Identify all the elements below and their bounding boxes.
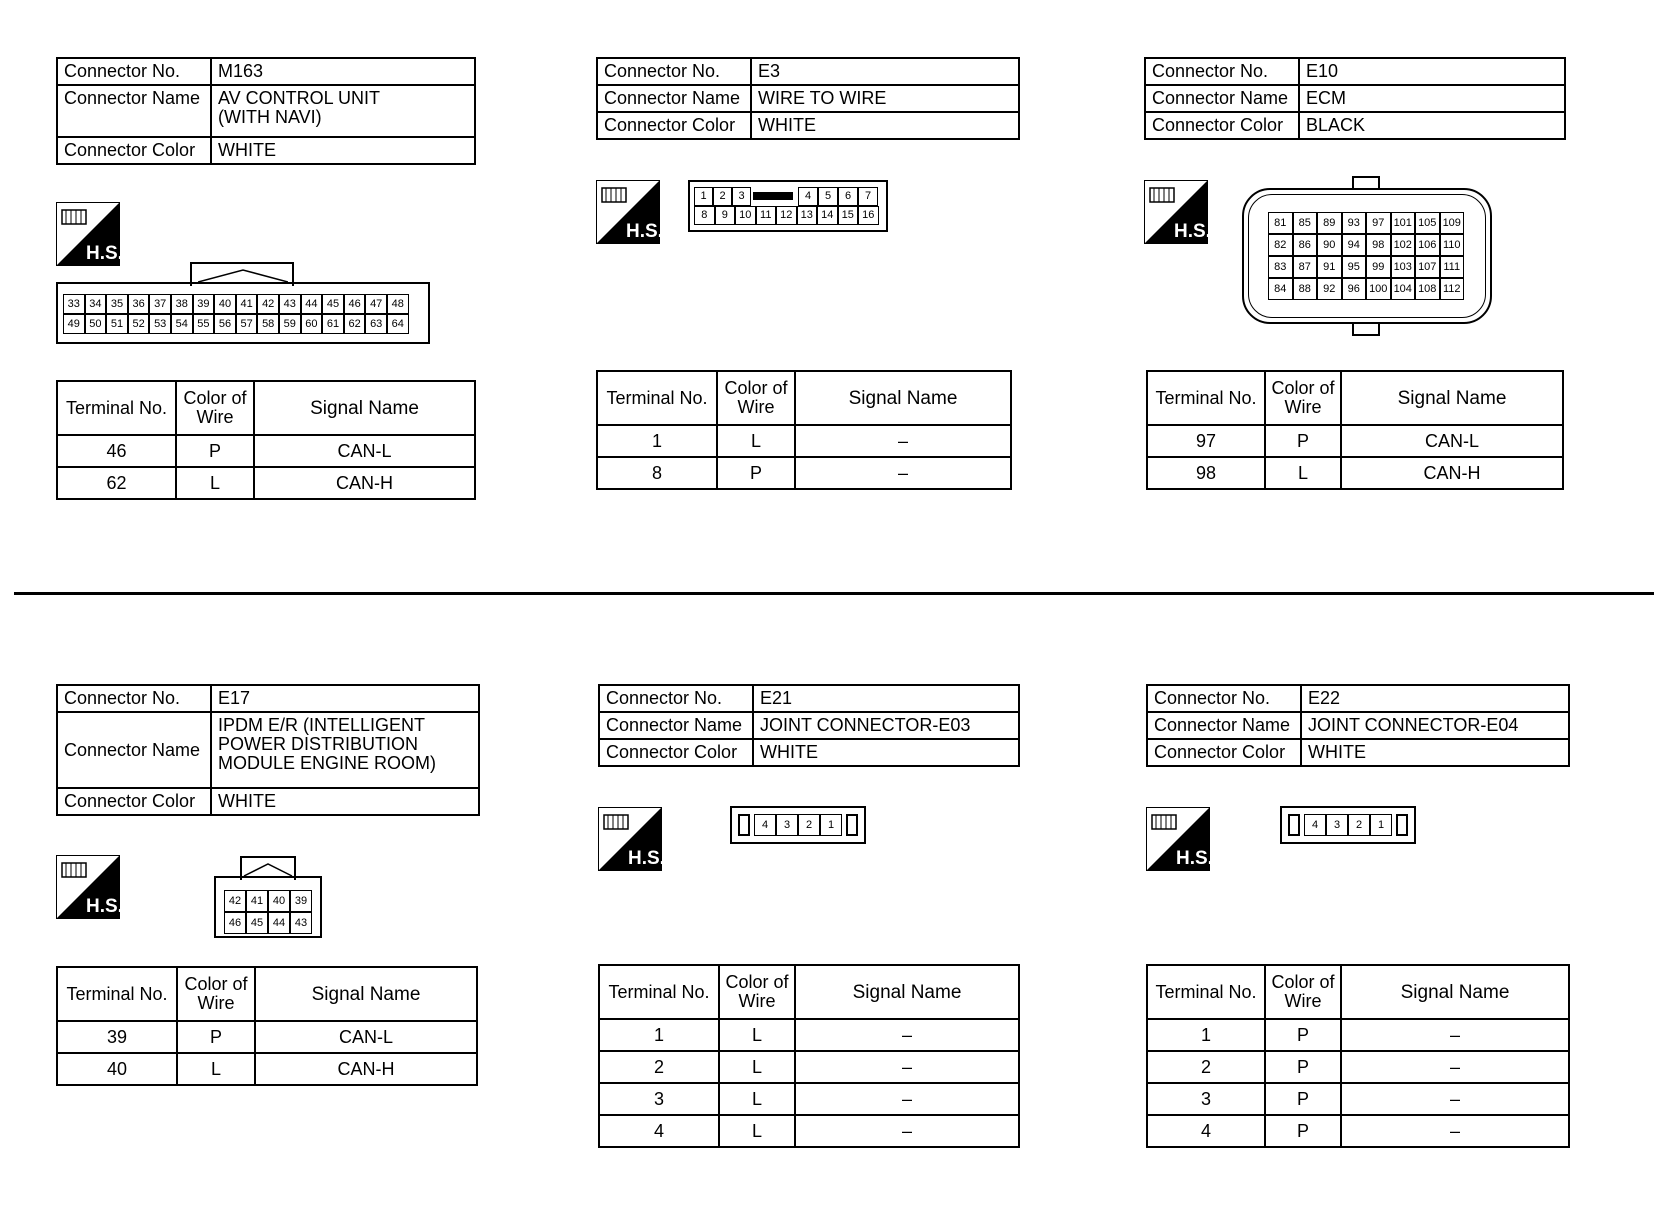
pin-label: 16 xyxy=(858,206,879,225)
terminal-no-cell: 1 xyxy=(597,425,717,457)
signal-name-cell: CAN-L xyxy=(254,435,475,467)
connector-name-label: Connector Name xyxy=(597,85,751,112)
wire-color-cell: P xyxy=(1265,1083,1341,1115)
signal-name-cell: – xyxy=(795,1083,1019,1115)
pin-label: 100 xyxy=(1366,278,1391,300)
pin-label: 63 xyxy=(365,314,387,334)
hs-icon xyxy=(596,180,660,244)
pin-label: 15 xyxy=(838,206,859,225)
wire-color-cell: P xyxy=(176,435,254,467)
pin-label: 4 xyxy=(798,187,818,206)
pin-label: 102 xyxy=(1391,234,1416,256)
signal-name-cell: CAN-L xyxy=(1341,425,1563,457)
hs-icon xyxy=(56,202,120,266)
pin-label: 97 xyxy=(1366,212,1391,234)
connector-panel-e17 xyxy=(56,684,480,816)
wire-color-header: Color of Wire xyxy=(176,381,254,435)
connector-no-label: Connector No. xyxy=(599,685,753,712)
pin-label: 49 xyxy=(63,314,85,334)
terminal-no-header: Terminal No. xyxy=(1147,371,1265,425)
connector-panel-m163 xyxy=(56,57,476,165)
connector-no-value: E17 xyxy=(211,685,479,712)
signal-name-cell: – xyxy=(1341,1051,1569,1083)
pin-label: 3 xyxy=(732,187,751,206)
pin-label: 3 xyxy=(776,814,798,836)
terminal-no-cell: 1 xyxy=(1147,1019,1265,1051)
terminal-no-header: Terminal No. xyxy=(57,381,176,435)
connector-name-value: IPDM E/R (INTELLIGENT POWER DISTRIBUTION MODULE ENGINE ROOM) xyxy=(211,712,479,788)
terminal-row xyxy=(57,1053,477,1085)
pin-label: 45 xyxy=(322,294,344,314)
terminal-row xyxy=(599,1115,1019,1147)
terminal-no-cell: 97 xyxy=(1147,425,1265,457)
pin-label: 46 xyxy=(224,912,246,934)
connector-header-table xyxy=(596,57,1020,140)
wire-color-cell: P xyxy=(177,1021,255,1053)
connector-panel-e22 xyxy=(1146,684,1570,767)
pin-label: 34 xyxy=(85,294,107,314)
connector-color-value: WHITE xyxy=(1301,739,1569,766)
wire-color-cell: P xyxy=(1265,1019,1341,1051)
wire-color-cell: L xyxy=(719,1115,795,1147)
terminal-no-cell: 98 xyxy=(1147,457,1265,489)
terminal-no-cell: 2 xyxy=(1147,1051,1265,1083)
pin-label: 37 xyxy=(149,294,171,314)
connector-color-label: Connector Color xyxy=(57,137,211,164)
pin-label: 4 xyxy=(754,814,776,836)
hs-icon xyxy=(1146,807,1210,871)
pin-label: 60 xyxy=(301,314,323,334)
connector-name-value: JOINT CONNECTOR-E04 xyxy=(1301,712,1569,739)
terminal-row xyxy=(1147,1019,1569,1051)
signal-name-header: Signal Name xyxy=(1341,371,1563,425)
pin-label: 56 xyxy=(214,314,236,334)
wire-color-cell: L xyxy=(719,1019,795,1051)
terminal-no-cell: 3 xyxy=(1147,1083,1265,1115)
terminal-no-cell: 4 xyxy=(599,1115,719,1147)
terminal-table-e10 xyxy=(1146,370,1564,490)
connector-face-e22 xyxy=(1280,806,1416,844)
connector-no-label: Connector No. xyxy=(1145,58,1299,85)
connector-face-e21 xyxy=(730,806,866,844)
pin-label: 36 xyxy=(128,294,150,314)
hs-label: H.S. xyxy=(86,896,120,917)
pin-label: 14 xyxy=(817,206,838,225)
connector-outline xyxy=(846,814,858,836)
pin-label: 54 xyxy=(171,314,193,334)
terminal-no-cell: 40 xyxy=(57,1053,177,1085)
wire-color-header: Color of Wire xyxy=(717,371,795,425)
pin-label: 39 xyxy=(290,890,312,912)
signal-name-cell: – xyxy=(795,425,1011,457)
connector-face-m163 xyxy=(56,262,430,344)
pin-label: 105 xyxy=(1415,212,1440,234)
connector-color-label: Connector Color xyxy=(57,788,211,815)
terminal-table-e3 xyxy=(596,370,1012,490)
signal-name-cell: – xyxy=(1341,1083,1569,1115)
hs-icon xyxy=(56,855,120,919)
pin-label: 111 xyxy=(1440,256,1465,278)
connector-color-value: BLACK xyxy=(1299,112,1565,139)
connector-panel-e10 xyxy=(1144,57,1566,140)
connector-name-value: JOINT CONNECTOR-E03 xyxy=(753,712,1019,739)
pin-label: 87 xyxy=(1293,256,1318,278)
pin-label: 96 xyxy=(1342,278,1367,300)
hs-label: H.S. xyxy=(1176,848,1210,869)
terminal-table-e17 xyxy=(56,966,478,1086)
terminal-no-cell: 8 xyxy=(597,457,717,489)
signal-name-cell: – xyxy=(795,1115,1019,1147)
terminal-row xyxy=(599,1019,1019,1051)
pin-label: 2 xyxy=(713,187,732,206)
terminal-no-header: Terminal No. xyxy=(57,967,177,1021)
connector-outline xyxy=(1396,814,1408,836)
wire-color-header: Color of Wire xyxy=(177,967,255,1021)
pin-label: 41 xyxy=(236,294,258,314)
wire-color-cell: L xyxy=(177,1053,255,1085)
pin-label: 44 xyxy=(301,294,323,314)
connector-header-table xyxy=(56,57,476,165)
terminal-row xyxy=(597,425,1011,457)
signal-name-header: Signal Name xyxy=(795,371,1011,425)
terminal-row xyxy=(1147,1115,1569,1147)
connector-header-table xyxy=(1146,684,1570,767)
connector-name-label: Connector Name xyxy=(1147,712,1301,739)
hs-label: H.S. xyxy=(628,848,662,869)
terminal-row xyxy=(57,1021,477,1053)
pin-label: 83 xyxy=(1268,256,1293,278)
pin-label: 99 xyxy=(1366,256,1391,278)
terminal-row xyxy=(1147,425,1563,457)
hs-icon xyxy=(598,807,662,871)
pin-label: 90 xyxy=(1317,234,1342,256)
keyway-slot xyxy=(753,192,793,200)
pin-label: 13 xyxy=(797,206,818,225)
connector-color-label: Connector Color xyxy=(1147,739,1301,766)
terminal-row xyxy=(599,1083,1019,1115)
pin-label: 6 xyxy=(838,187,858,206)
latch-mark xyxy=(198,266,288,286)
pin-label: 47 xyxy=(365,294,387,314)
wire-color-cell: L xyxy=(719,1083,795,1115)
connector-color-label: Connector Color xyxy=(597,112,751,139)
terminal-no-cell: 3 xyxy=(599,1083,719,1115)
pin-label: 46 xyxy=(344,294,366,314)
hs-label: H.S. xyxy=(1174,221,1208,242)
terminal-no-cell: 2 xyxy=(599,1051,719,1083)
connector-panel-e21 xyxy=(598,684,1020,767)
terminal-row xyxy=(1147,1051,1569,1083)
pin-label: 84 xyxy=(1268,278,1293,300)
signal-name-cell: – xyxy=(795,1051,1019,1083)
pin-label: 53 xyxy=(149,314,171,334)
pin-label: 2 xyxy=(1348,814,1370,836)
terminal-row xyxy=(57,435,475,467)
pin-label: 107 xyxy=(1415,256,1440,278)
pin-label: 92 xyxy=(1317,278,1342,300)
pin-label: 112 xyxy=(1440,278,1465,300)
hs-label: H.S. xyxy=(626,221,660,242)
pin-label: 52 xyxy=(128,314,150,334)
connector-no-value: E22 xyxy=(1301,685,1569,712)
pin-label: 1 xyxy=(1370,814,1392,836)
pin-label: 1 xyxy=(820,814,842,836)
signal-name-header: Signal Name xyxy=(254,381,475,435)
pin-label: 42 xyxy=(224,890,246,912)
pin-label: 81 xyxy=(1268,212,1293,234)
wire-color-cell: L xyxy=(1265,457,1341,489)
connector-no-label: Connector No. xyxy=(57,685,211,712)
wire-color-cell: P xyxy=(1265,1051,1341,1083)
pin-label: 40 xyxy=(268,890,290,912)
pin-label: 109 xyxy=(1440,212,1465,234)
signal-name-header: Signal Name xyxy=(795,965,1019,1019)
pin-label: 48 xyxy=(387,294,409,314)
pin-label: 64 xyxy=(387,314,409,334)
connector-name-value: ECM xyxy=(1299,85,1565,112)
terminal-row xyxy=(1147,1083,1569,1115)
connector-outline xyxy=(738,814,750,836)
pin-label: 12 xyxy=(776,206,797,225)
pin-label: 55 xyxy=(193,314,215,334)
pin-label: 59 xyxy=(279,314,301,334)
wire-color-cell: P xyxy=(717,457,795,489)
pin-label: 33 xyxy=(63,294,85,314)
pin-label: 62 xyxy=(344,314,366,334)
wire-color-cell: L xyxy=(176,467,254,499)
pin-label: 38 xyxy=(171,294,193,314)
connector-name-label: Connector Name xyxy=(57,712,211,788)
pin-label: 91 xyxy=(1317,256,1342,278)
connector-face-e17 xyxy=(214,856,322,938)
terminal-table-e22 xyxy=(1146,964,1570,1148)
terminal-no-header: Terminal No. xyxy=(597,371,717,425)
pin-label: 82 xyxy=(1268,234,1293,256)
connector-outline xyxy=(1352,322,1380,336)
pin-label: 11 xyxy=(756,206,777,225)
wire-color-cell: L xyxy=(717,425,795,457)
connector-name-value: AV CONTROL UNIT (WITH NAVI) xyxy=(211,85,475,137)
connector-name-label: Connector Name xyxy=(599,712,753,739)
pin-label: 110 xyxy=(1440,234,1465,256)
signal-name-header: Signal Name xyxy=(255,967,477,1021)
terminal-table-m163 xyxy=(56,380,476,500)
hs-label: H.S. xyxy=(86,243,120,264)
signal-name-cell: CAN-H xyxy=(254,467,475,499)
signal-name-header: Signal Name xyxy=(1341,965,1569,1019)
pin-label: 7 xyxy=(858,187,878,206)
signal-name-cell: – xyxy=(1341,1115,1569,1147)
pin-label: 43 xyxy=(290,912,312,934)
pin-label: 50 xyxy=(85,314,107,334)
connector-face-e10 xyxy=(1242,176,1492,336)
terminal-no-cell: 1 xyxy=(599,1019,719,1051)
terminal-row xyxy=(597,457,1011,489)
pin-label: 4 xyxy=(1304,814,1326,836)
terminal-no-cell: 4 xyxy=(1147,1115,1265,1147)
pin-label: 85 xyxy=(1293,212,1318,234)
section-divider xyxy=(14,592,1654,595)
pin-label: 42 xyxy=(257,294,279,314)
connector-color-label: Connector Color xyxy=(1145,112,1299,139)
connector-no-value: M163 xyxy=(211,58,475,85)
connector-color-value: WHITE xyxy=(211,788,479,815)
pin-label: 88 xyxy=(1293,278,1318,300)
connector-no-label: Connector No. xyxy=(57,58,211,85)
wire-color-header: Color of Wire xyxy=(719,965,795,1019)
pin-label: 5 xyxy=(818,187,838,206)
connector-color-value: WHITE xyxy=(751,112,1019,139)
signal-name-cell: – xyxy=(795,457,1011,489)
wire-color-header: Color of Wire xyxy=(1265,965,1341,1019)
pin-label: 39 xyxy=(193,294,215,314)
connector-no-value: E3 xyxy=(751,58,1019,85)
connector-panel-e3 xyxy=(596,57,1020,140)
latch-mark xyxy=(240,858,296,878)
connector-no-label: Connector No. xyxy=(1147,685,1301,712)
pin-label: 10 xyxy=(735,206,756,225)
terminal-no-cell: 39 xyxy=(57,1021,177,1053)
pin-label: 86 xyxy=(1293,234,1318,256)
pin-label: 1 xyxy=(694,187,713,206)
pin-label: 101 xyxy=(1391,212,1416,234)
pin-label: 35 xyxy=(106,294,128,314)
connector-color-value: WHITE xyxy=(211,137,475,164)
terminal-no-cell: 62 xyxy=(57,467,176,499)
pin-label: 58 xyxy=(257,314,279,334)
pin-label: 2 xyxy=(798,814,820,836)
pin-label: 93 xyxy=(1342,212,1367,234)
connector-no-value: E21 xyxy=(753,685,1019,712)
signal-name-cell: – xyxy=(1341,1019,1569,1051)
connector-name-value: WIRE TO WIRE xyxy=(751,85,1019,112)
pin-label: 43 xyxy=(279,294,301,314)
terminal-row xyxy=(57,467,475,499)
pin-label: 94 xyxy=(1342,234,1367,256)
pin-label: 57 xyxy=(236,314,258,334)
terminal-no-header: Terminal No. xyxy=(599,965,719,1019)
pin-label: 108 xyxy=(1415,278,1440,300)
pin-label: 8 xyxy=(694,206,715,225)
pin-label: 103 xyxy=(1391,256,1416,278)
wire-color-cell: P xyxy=(1265,425,1341,457)
terminal-table-e21 xyxy=(598,964,1020,1148)
terminal-row xyxy=(1147,457,1563,489)
pin-label: 106 xyxy=(1415,234,1440,256)
connector-no-label: Connector No. xyxy=(597,58,751,85)
signal-name-cell: CAN-H xyxy=(1341,457,1563,489)
connector-name-label: Connector Name xyxy=(57,85,211,137)
signal-name-cell: CAN-H xyxy=(255,1053,477,1085)
pin-label: 45 xyxy=(246,912,268,934)
connector-color-value: WHITE xyxy=(753,739,1019,766)
signal-name-cell: CAN-L xyxy=(255,1021,477,1053)
connector-header-table xyxy=(598,684,1020,767)
connector-header-table xyxy=(56,684,480,816)
terminal-no-cell: 46 xyxy=(57,435,176,467)
pin-label: 9 xyxy=(715,206,736,225)
pin-label: 40 xyxy=(214,294,236,314)
pin-label: 3 xyxy=(1326,814,1348,836)
connector-color-label: Connector Color xyxy=(599,739,753,766)
connector-face-e3 xyxy=(688,180,888,232)
pin-label: 44 xyxy=(268,912,290,934)
terminal-no-header: Terminal No. xyxy=(1147,965,1265,1019)
pin-label: 51 xyxy=(106,314,128,334)
pin-label: 95 xyxy=(1342,256,1367,278)
pin-label: 89 xyxy=(1317,212,1342,234)
pin-label: 41 xyxy=(246,890,268,912)
pin-label: 104 xyxy=(1391,278,1416,300)
connector-name-label: Connector Name xyxy=(1145,85,1299,112)
connector-header-table xyxy=(1144,57,1566,140)
signal-name-cell: – xyxy=(795,1019,1019,1051)
hs-icon xyxy=(1144,180,1208,244)
wire-color-header: Color of Wire xyxy=(1265,371,1341,425)
wire-color-cell: L xyxy=(719,1051,795,1083)
pin-label: 98 xyxy=(1366,234,1391,256)
pin-label: 61 xyxy=(322,314,344,334)
terminal-row xyxy=(599,1051,1019,1083)
connector-no-value: E10 xyxy=(1299,58,1565,85)
wire-color-cell: P xyxy=(1265,1115,1341,1147)
connector-outline xyxy=(1288,814,1300,836)
